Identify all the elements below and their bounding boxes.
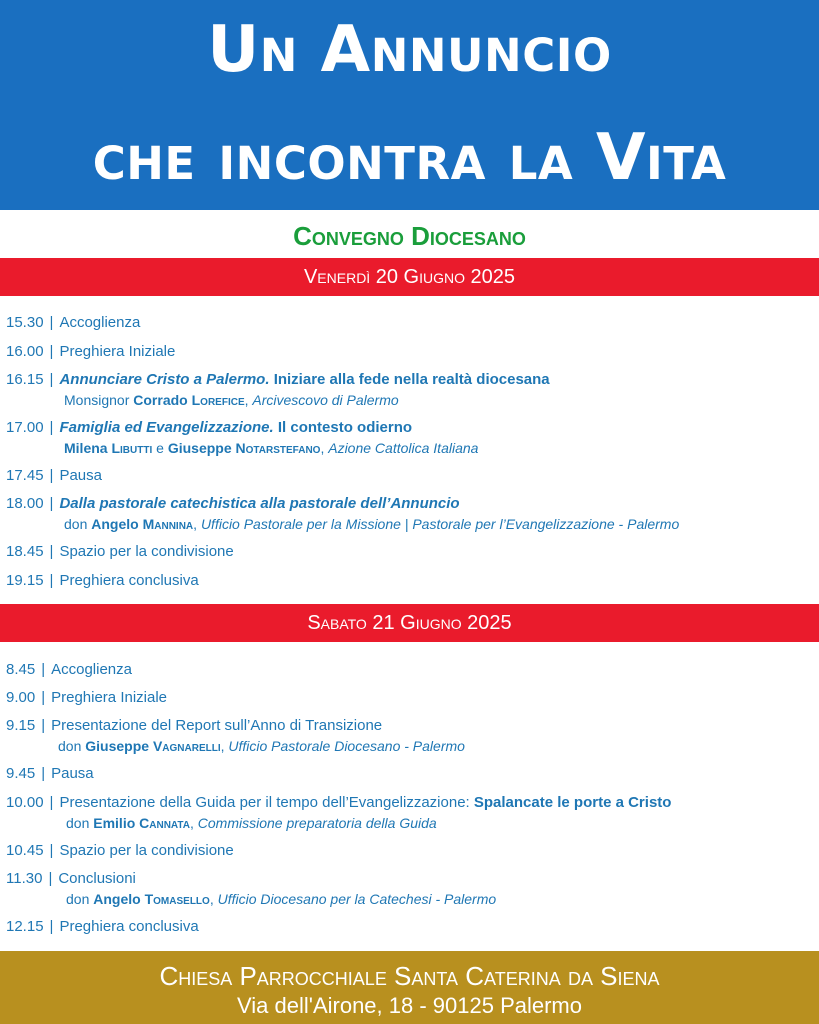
item-text: Preghiera conclusiva [59,918,199,935]
separator: | [49,419,54,436]
schedule-item [6,917,811,937]
separator: | [41,689,46,706]
item-text: Spazio per la condivisione [59,543,234,560]
item-text: Presentazione della Guida per il tempo dell’Evangelizzazione: [59,794,470,811]
separator: | [41,765,46,782]
item-time: 12.15 [6,918,44,935]
speaker-role: Ufficio Diocesano per la Catechesi - Palermo [217,891,497,907]
item-time: 17.00 [6,419,44,436]
schedule-item [6,494,811,534]
schedule-item [6,793,811,833]
speaker-name: Giuseppe [85,738,150,754]
schedule-item [6,466,811,486]
day-2-bar: Sabato 21 Giugno 2025 [0,604,819,642]
item-text: Pausa [51,765,94,782]
schedule-item [6,342,811,362]
separator: | [49,371,54,388]
schedule-item [6,869,811,909]
item-time: 9.00 [6,689,36,706]
separator: | [49,343,54,360]
venue-address: Via dell'Airone, 18 - 90125 Palermo [236,993,582,1018]
item-speaker: don Angelo Mannina, Ufficio Pastorale per la Missione | Pastorale per l’Evangelizzazione - Palermo [64,516,680,532]
separator: | [49,918,54,935]
separator: | [49,467,54,484]
item-text: Conclusioni [58,870,136,887]
item-speaker: don Angelo Tomasello, Ufficio Diocesano per la Catechesi - Palermo [66,891,497,907]
item-text: Accoglienza [51,661,132,678]
item-time: 10.00 [6,794,44,811]
item-time: 15.30 [6,314,44,331]
speaker-and: e [156,440,164,456]
speaker-role: Ufficio Pastorale Diocesano - Palermo [228,738,465,754]
schedule-item [6,716,811,756]
schedule-item [6,542,811,562]
item-title-italic: Dalla pastorale catechistica alla pastorale dell’Annuncio [59,495,460,512]
separator: | [48,870,53,887]
separator: | [49,842,54,859]
venue-name: Chiesa Parrocchiale Santa Caterina da Siena [159,961,660,991]
header-banner [0,0,819,210]
speaker-surname: Tomasello [144,891,210,907]
speaker-role: Ufficio Pastorale per la Missione | Pastorale per l’Evangelizzazione - Palermo [200,516,680,532]
schedule-item [6,688,811,708]
item-speaker: Milena Libutti e Giuseppe Notarstefano, Azione Cattolica Italiana [64,440,479,456]
item-time: 19.15 [6,572,44,589]
item-time: 11.30 [6,870,43,887]
speaker-name: Milena [64,440,108,456]
title-line-2: che incontra la Vita [92,121,727,195]
schedule-item [6,313,811,333]
separator: | [49,794,54,811]
item-text: Preghiera Iniziale [59,343,176,360]
separator: | [49,543,54,560]
item-time: 17.45 [6,467,44,484]
speaker-name: Giuseppe [167,440,232,456]
speaker-surname: Libutti [111,440,153,456]
item-title-rest: Il contesto odierno [277,419,413,436]
item-time: 9.15 [6,717,36,734]
item-speaker: don Emilio Cannata, Commissione preparatoria della Guida [66,815,437,831]
item-time: 18.00 [6,495,44,512]
schedule-item [6,418,811,458]
speaker-surname: Cannata [139,815,190,831]
item-text: Pausa [59,467,102,484]
speaker-name: Corrado [133,392,188,408]
speaker-prefix: don [66,891,90,907]
item-time: 18.45 [6,543,44,560]
item-title-rest: Iniziare alla fede nella realtà diocesana [273,371,550,388]
speaker-role: Arcivescovo di Palermo [252,392,399,408]
schedule-item [6,841,811,861]
item-text: Presentazione del Report sull’Anno di Transizione [51,717,383,734]
speaker-name: Angelo [93,891,141,907]
speaker-surname: Lorefice [191,392,245,408]
item-time: 9.45 [6,765,36,782]
item-time: 10.45 [6,842,44,859]
speaker-name: Angelo [91,516,139,532]
item-text: Accoglienza [59,314,141,331]
item-text: Preghiera Iniziale [51,689,168,706]
item-text: Preghiera conclusiva [59,572,199,589]
item-title-italic: Annunciare Cristo a Palermo. [59,371,270,388]
separator: | [41,717,46,734]
item-speaker: Monsignor Corrado Lorefice, Arcivescovo di Palermo [64,392,399,408]
item-time: 8.45 [6,661,36,678]
speaker-prefix: don [66,815,90,831]
day-1-bar: Venerdì 20 Giugno 2025 [0,258,819,296]
schedule-item [6,764,811,784]
item-time: 16.00 [6,343,44,360]
speaker-role: Commissione preparatoria della Guida [197,815,437,831]
event-subtitle: Convegno Diocesano [293,221,526,251]
speaker-name: Emilio [93,815,136,831]
item-text-bold: Spalancate le porte a Cristo [473,794,672,811]
footer-banner [0,951,819,1024]
schedule-item [6,571,811,591]
title-line-1: Un Annuncio [207,13,612,87]
speaker-surname: Vagnarelli [152,738,221,754]
schedule-item [6,660,811,680]
separator: | [49,495,54,512]
separator: | [41,661,46,678]
speaker-prefix: don [58,738,82,754]
speaker-role: Azione Cattolica Italiana [328,440,479,456]
speaker-surname: Mannina [142,516,194,532]
item-text: Spazio per la condivisione [59,842,234,859]
speaker-prefix: Monsignor [64,392,130,408]
item-time: 16.15 [6,371,44,388]
schedule-item [6,370,811,410]
speaker-surname: Notarstefano [235,440,321,456]
item-title-italic: Famiglia ed Evangelizzazione. [59,419,274,436]
separator: | [49,572,54,589]
speaker-prefix: don [64,516,88,532]
item-speaker: don Giuseppe Vagnarelli, Ufficio Pastorale Diocesano - Palermo [58,738,465,754]
separator: | [49,314,54,331]
